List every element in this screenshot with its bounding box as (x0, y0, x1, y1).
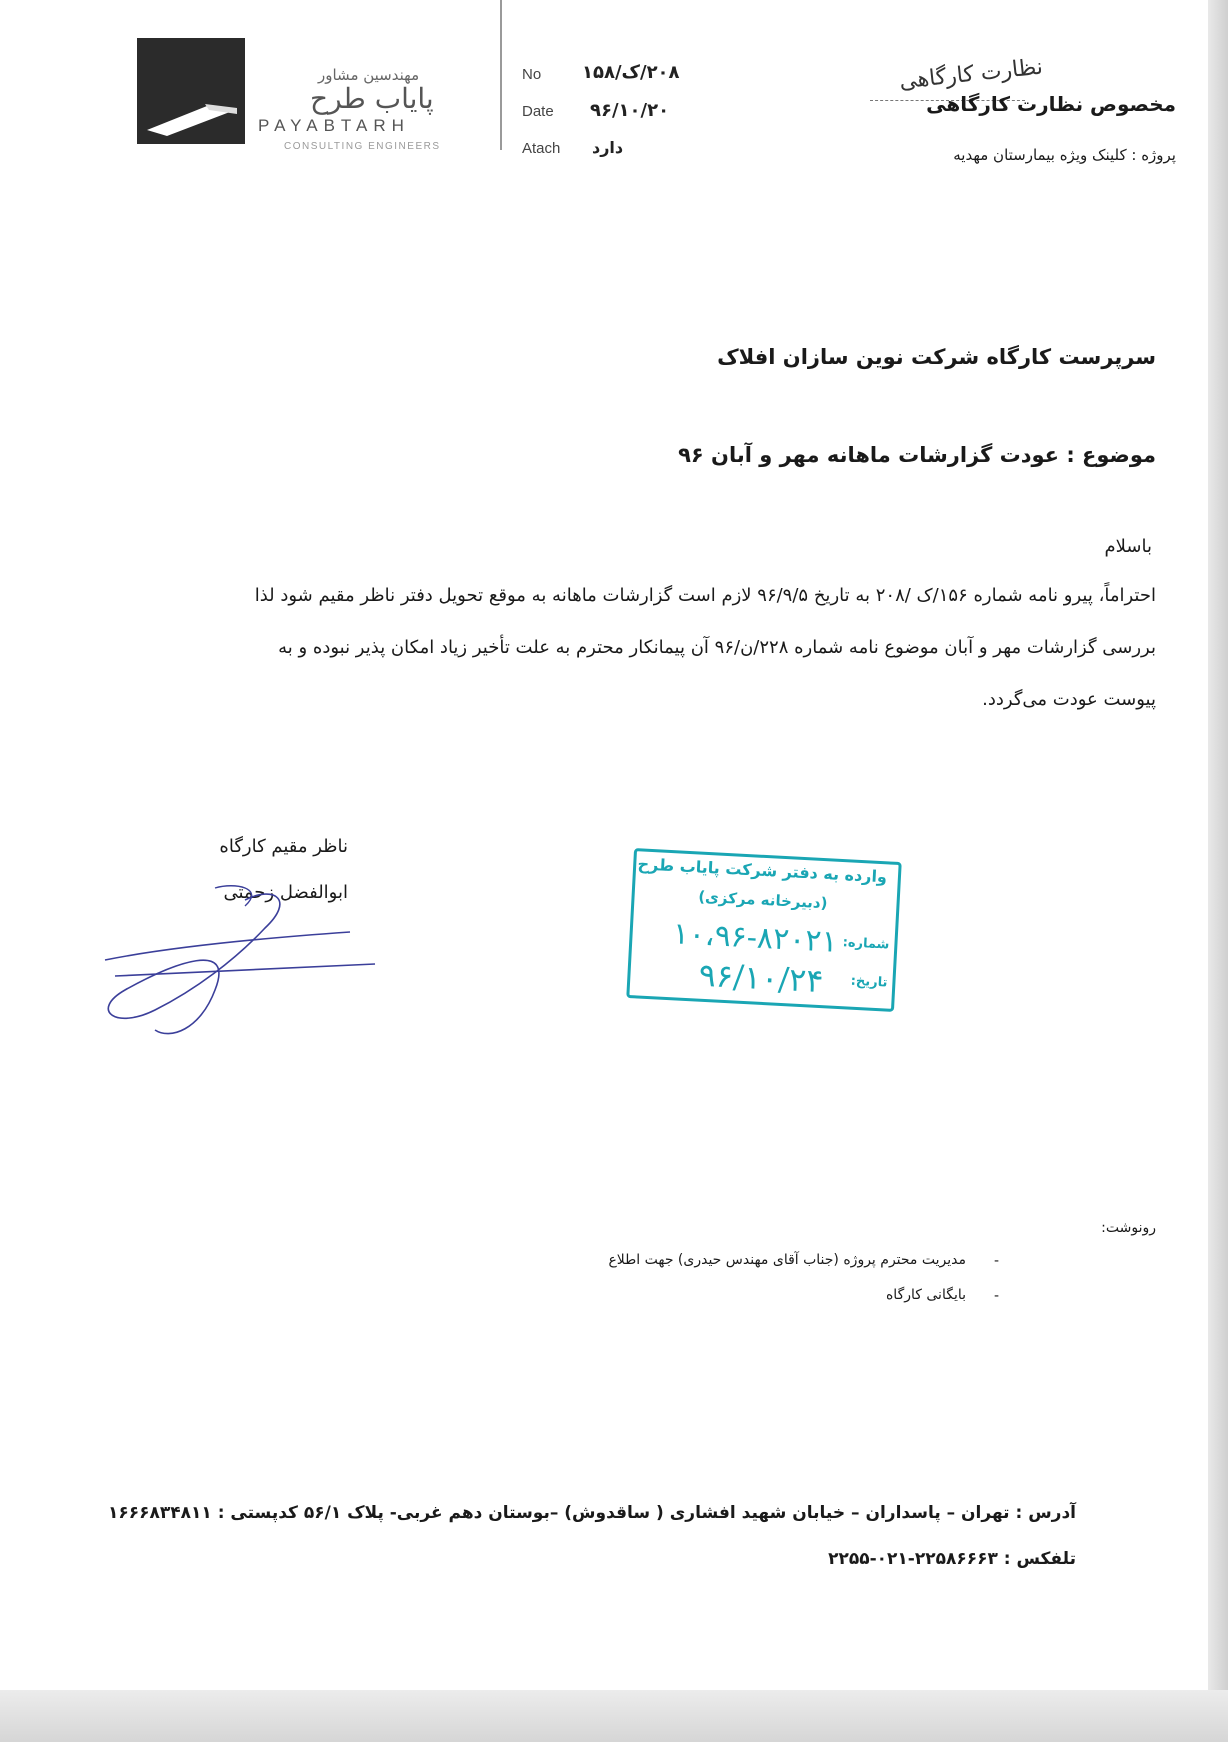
stamp-subheading: (دبیرخانه مرکزی) (697, 887, 828, 913)
project-line: پروژه : کلینک ویژه بیمارستان مهدیه (953, 146, 1176, 164)
handwritten-signature (95, 880, 385, 1040)
cc-bullet: - (994, 1288, 1000, 1304)
cc-bullet: - (994, 1253, 1000, 1269)
subject: موضوع : عودت گزارشات ماهانه مهر و آبان ۹۶ (678, 443, 1156, 467)
stamp-number: ۱۰،۹۶-۸۲۰۲۱ (671, 916, 839, 960)
no-label: No (522, 66, 542, 83)
letter-number: ۲۰۸/ک/۱۵۸ (582, 62, 680, 83)
company-logo-icon (137, 38, 245, 144)
greeting: باسلام (1104, 536, 1152, 557)
logo-subtitle-fa: مهندسین مشاور (318, 66, 420, 84)
attach-label: Atach (522, 140, 561, 157)
signer-title: ناظر مقیم کارگاه (219, 836, 348, 857)
received-stamp (626, 848, 901, 1012)
stamp-heading: وارده به دفتر شرکت پایاب طرح (637, 854, 888, 887)
letterhead-divider (500, 0, 502, 150)
recipient: سرپرست کارگاه شرکت نوین سازان افلاک (717, 345, 1156, 369)
department-title: مخصوص نظارت کارگاهی (926, 92, 1176, 116)
stamp-date-label: تاریخ: (850, 973, 888, 991)
department-handwritten: نظارت کارگاهی (897, 54, 1044, 95)
footer-address: آدرس : تهران – پاسداران – خیابان شهید افشاری ( ساقدوش) –بوستان دهم غربی- پلاک ۵۶/۱ کدپستی : ۱۶۶۶۸۳۴۸۱۱ (108, 1503, 1076, 1523)
date-label: Date (522, 103, 554, 120)
signer-name: ابوالفضل زحمتی (223, 882, 348, 903)
scan-edge-bottom (0, 1690, 1228, 1742)
letter-date: ۹۶/۱۰/۲۰ (590, 100, 670, 121)
body-line: پیوست عودت می‌گردد. (982, 689, 1156, 710)
stamp-date: ۹۶/۱۰/۲۴ (697, 955, 825, 1001)
cc-item: مدیریت محترم پروژه (جناب آقای مهندس حیدری) جهت اطلاع (608, 1252, 966, 1268)
letter-body (76, 570, 1156, 726)
logo-name-fa: پایاب طرح (310, 82, 434, 115)
logo-subtitle-en: CONSULTING ENGINEERS (284, 141, 441, 152)
logo-name-en: PAYABTARH (258, 116, 410, 135)
cc-item: بایگانی کارگاه (885, 1287, 966, 1303)
attach-value: دارد (592, 138, 624, 157)
body-line: احتراماً، پیرو نامه شماره ۱۵۶/ک /۲۰۸ به تاریخ ۹۶/۹/۵ لازم است گزارشات ماهانه به موقع تحویل دفتر ناظر مقیم شود لذا (254, 585, 1156, 606)
cc-title: رونوشت: (1101, 1220, 1156, 1236)
scan-edge-right (1208, 0, 1228, 1742)
stamp-number-label: شماره: (842, 935, 890, 953)
footer-telfax: تلفکس : ۲۲۵۸۶۶۶۳-۰۲۱-۲۲۵۵ (828, 1549, 1076, 1569)
body-line: بررسی گزارشات مهر و آبان موضوع نامه شماره ۲۲۸/ن/۹۶ آن پیمانکار محترم به علت تأخیر زیاد امکان پذیر نبوده و به (278, 637, 1156, 658)
